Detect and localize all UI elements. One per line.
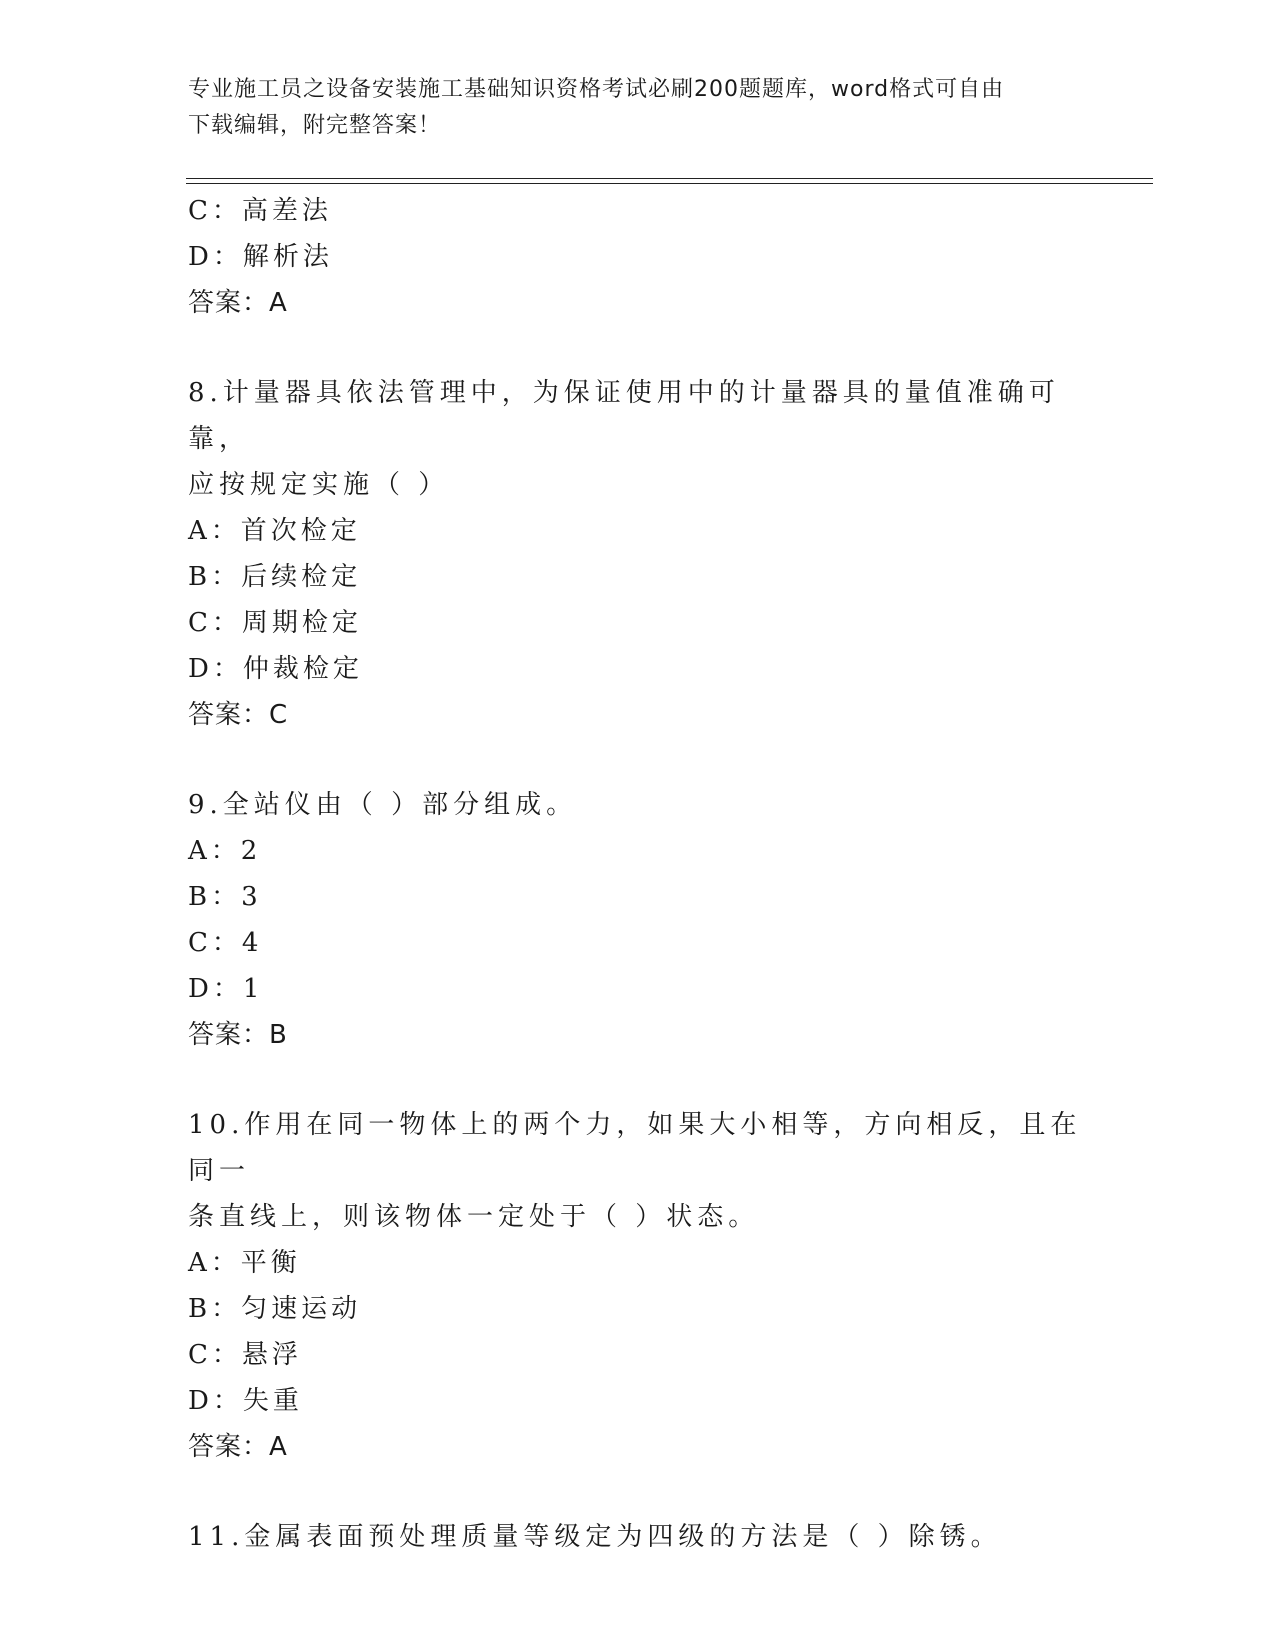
question-stem-line-1: 11.金属表面预处理质量等级定为四级的方法是（ ）除锈。 xyxy=(188,1522,1002,1552)
option-c: C：高差法 xyxy=(188,196,332,226)
question-8 xyxy=(188,370,1088,738)
option-a: A：平衡 xyxy=(188,1248,301,1278)
option-a: A：2 xyxy=(188,836,262,866)
header-line-1: 专业施工员之设备安装施工基础知识资格考试必刷200题题库，word格式可自由 xyxy=(188,77,1005,102)
answer-line: 答案：C xyxy=(188,700,289,730)
question-stem-line-1: 9.全站仪由（ ）部分组成。 xyxy=(188,790,578,820)
question-stem-line-2: 条直线上，则该物体一定处于（ ）状态。 xyxy=(188,1202,760,1232)
header-line-2: 下载编辑，附完整答案！ xyxy=(188,113,442,138)
question-stem-line-1: 10.作用在同一物体上的两个力，如果大小相等，方向相反，且在同一 xyxy=(188,1110,1082,1186)
option-d: D：解析法 xyxy=(188,242,333,272)
question-stem-line-2: 应按规定实施（ ） xyxy=(188,470,450,500)
answer-line: 答案：B xyxy=(188,1020,288,1050)
question-10 xyxy=(188,1102,1088,1470)
document-header xyxy=(188,72,1088,144)
question-9 xyxy=(188,782,1088,1058)
option-b: B：后续检定 xyxy=(188,562,362,592)
question-stem-line-1: 8.计量器具依法管理中，为保证使用中的计量器具的量值准确可靠， xyxy=(188,378,1060,454)
answer-line: 答案：A xyxy=(188,288,288,318)
previous-question xyxy=(188,188,1088,326)
header-divider-bottom xyxy=(186,183,1153,184)
option-a: A：首次检定 xyxy=(188,516,361,546)
option-d: D：1 xyxy=(188,974,264,1004)
option-d: D：失重 xyxy=(188,1386,303,1416)
option-b: B：匀速运动 xyxy=(188,1294,362,1324)
answer-line: 答案：A xyxy=(188,1432,288,1462)
option-c: C：周期检定 xyxy=(188,608,362,638)
option-b: B：3 xyxy=(188,882,262,912)
header-divider-top xyxy=(186,178,1153,179)
option-c: C：4 xyxy=(188,928,263,958)
question-list xyxy=(188,188,1088,1560)
option-c: C：悬浮 xyxy=(188,1340,302,1370)
option-d: D：仲裁检定 xyxy=(188,654,363,684)
question-11 xyxy=(188,1514,1088,1560)
